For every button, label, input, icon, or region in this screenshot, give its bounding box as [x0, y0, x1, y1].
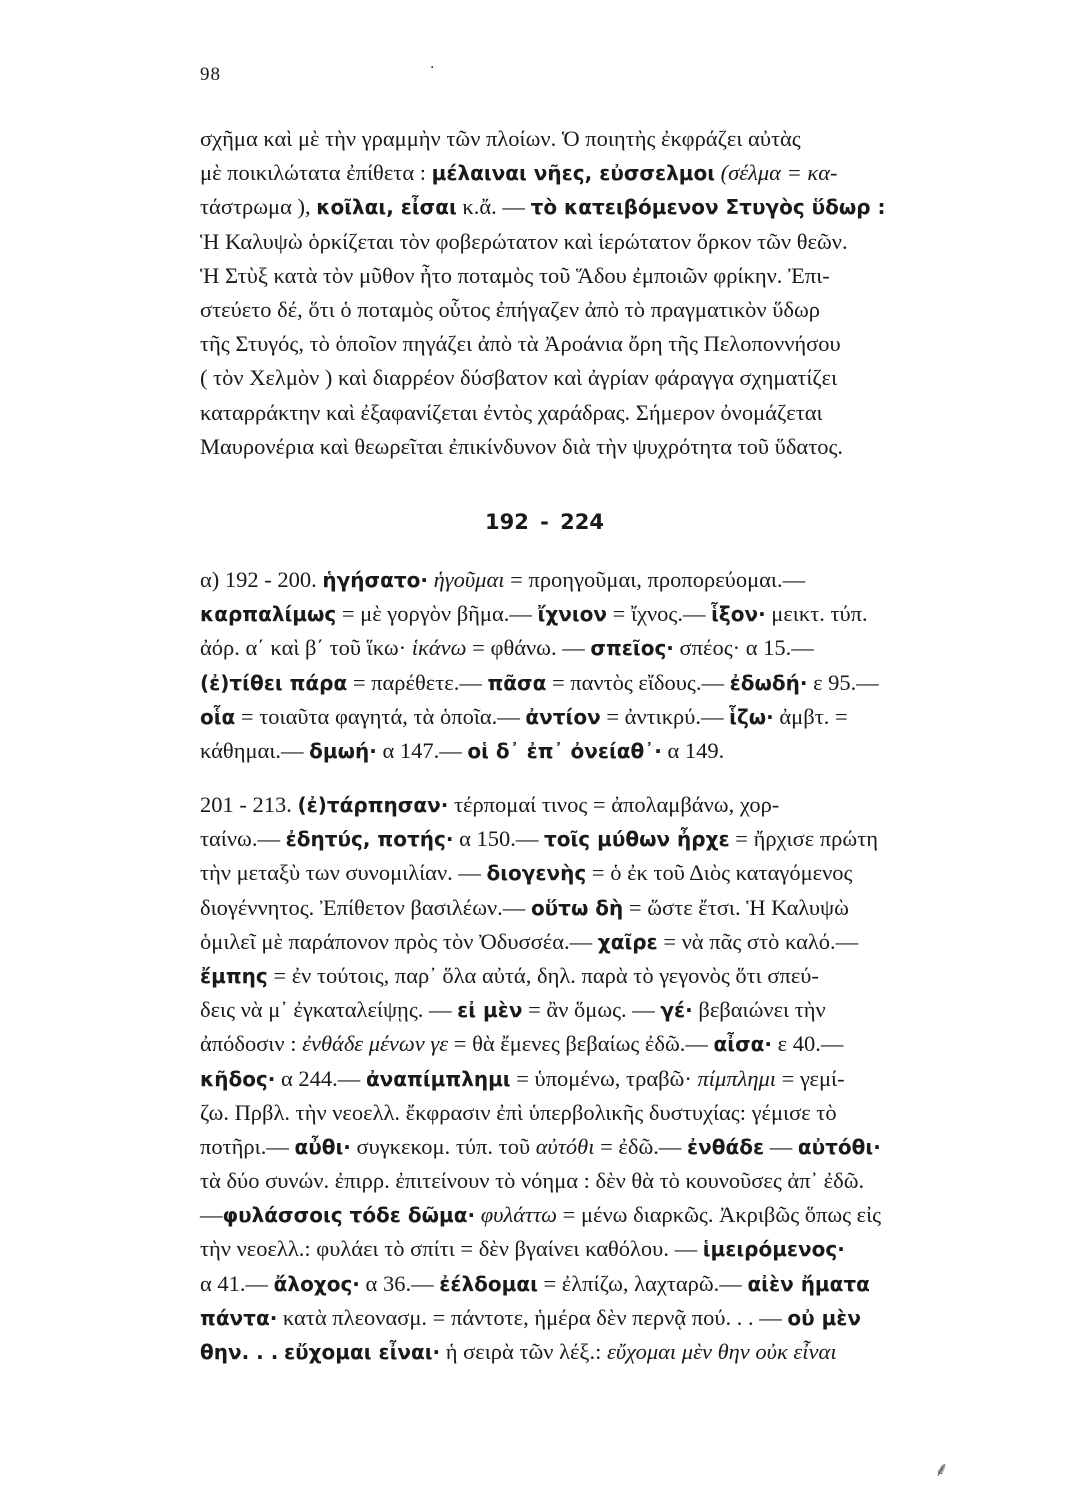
- term: αἰὲν ἤματα: [747, 1271, 870, 1296]
- term: πάντα·: [200, 1305, 278, 1330]
- text: τὰ δύο συνών. ἐπιρρ. ἐπιτείνουν τὸ νόημα : δὲν θὰ τὸ κουνοῦσες ἀπ᾽ ἐδῶ.: [200, 1168, 865, 1194]
- ink-mark: ⸙: [934, 1457, 949, 1481]
- text: = ἐδῶ.—: [600, 1133, 682, 1159]
- term: ἐδωδή·: [729, 670, 808, 695]
- text-line: [200, 156, 1058, 190]
- term: ἐδητύς, ποτής·: [285, 827, 454, 852]
- text-line: [200, 891, 1058, 925]
- text-line: [200, 700, 1058, 734]
- text-line: [200, 666, 1058, 700]
- term: ἐέλδομαι: [439, 1271, 538, 1296]
- term: ἐνθάδε: [687, 1134, 765, 1159]
- text-line: [200, 1267, 1058, 1301]
- text-line: [200, 822, 1058, 856]
- text-line: [200, 1096, 1058, 1130]
- text: (σέλμα = κα-: [720, 160, 838, 186]
- text: μὲ ποικιλώτατα ἐπίθετα :: [200, 160, 426, 186]
- text: α 147.—: [382, 737, 462, 763]
- text-line: [200, 259, 1058, 293]
- term: εὔχομαι εἶναι·: [283, 1340, 441, 1364]
- intro-paragraph: [200, 122, 1058, 464]
- text: βεβαιώνει τὴν: [698, 997, 826, 1023]
- text: ε 95.—: [813, 669, 879, 695]
- text: αὐτόθι: [535, 1133, 595, 1159]
- text: = τοιαῦτα φαγητά, τὰ ὁποῖα.—: [240, 703, 520, 729]
- text: δεις νὰ μ᾽ ἐγκαταλείψῃς. —: [200, 997, 452, 1023]
- term: οἱ δ᾽ ἐπ᾽ ὀνείαθ᾽·: [467, 738, 662, 763]
- text: = ἐλπίζω, λαχταρῶ.—: [543, 1270, 742, 1296]
- text: ἀόρ. α΄ καὶ β΄ τοῦ ἵκω·: [200, 635, 407, 661]
- text: = θὰ ἔμενες βεβαίως ἐδῶ.—: [453, 1031, 708, 1057]
- text: = παρέθετε.—: [352, 669, 482, 695]
- text: εὔχομαι μὲν θην οὐκ εἶναι: [606, 1339, 837, 1364]
- term: ἔμπης: [200, 963, 268, 988]
- text: 201 - 213.: [200, 792, 292, 817]
- commentary-section-192-200: [200, 563, 1058, 768]
- text: = γεμί-: [781, 1065, 845, 1091]
- text: καταρράκτην καὶ ἐξαφανίζεται ἐντὸς χαράδρας. Σήμερον ὀνομάζεται: [200, 399, 823, 425]
- text: ζω. Πρβλ. τὴν νεοελλ. ἔκφρασιν ἐπὶ ὑπερβολικῆς δυστυχίας: γέμισε τὸ: [200, 1099, 837, 1125]
- term: ἄλοχος·: [273, 1271, 360, 1296]
- term: αὐτόθι·: [797, 1134, 881, 1159]
- term: εἰ μὲν: [457, 998, 523, 1023]
- text: = ὑπομένω, τραβῶ·: [516, 1065, 692, 1091]
- text-line: [200, 631, 1058, 665]
- text: Ἡ Καλυψὼ ὁρκίζεται τὸν φοβερώτατον καὶ ἱερώτατον ὅρκον τῶν θεῶν.: [200, 228, 848, 254]
- text-line: [200, 1130, 1058, 1164]
- text: = μένω διαρκῶς. Ἀκριβῶς ὅπως εἰς: [562, 1202, 882, 1228]
- term: ἡγήσατο·: [322, 568, 428, 592]
- text: = ἐν τούτοις, παρ᾽ ὅλα αὐτά, δηλ. παρὰ τὸ γεγονὸς ὅτι σπεύ-: [273, 962, 819, 988]
- term: ἷζω·: [729, 704, 774, 729]
- text: κ.ἄ. —: [462, 194, 525, 220]
- text-line: [200, 190, 1058, 224]
- term: πᾶσα: [487, 670, 547, 695]
- term: ἱμειρόμενος·: [702, 1237, 845, 1262]
- commentary-section-201-213: [200, 788, 1058, 1369]
- text-line: [200, 430, 1058, 464]
- text-line: [200, 734, 1058, 768]
- text: α 149.: [667, 737, 725, 763]
- term: ἴχνιον: [537, 602, 608, 627]
- text: συγκεκομ. τύπ. τοῦ: [356, 1133, 531, 1159]
- text-line: [200, 361, 1058, 395]
- text: α 36.—: [365, 1270, 434, 1296]
- text-line: [200, 856, 1058, 890]
- term: διογενὴς: [486, 861, 587, 886]
- text: διογέννητος. Ἐπίθετον βασιλέων.—: [200, 894, 526, 920]
- text-line: [200, 1027, 1058, 1061]
- text-line: [200, 993, 1058, 1027]
- text: ἀπόδοσιν :: [200, 1031, 297, 1057]
- text: ( τὸν Χελμὸν ) καὶ διαρρέον δύσβατον καὶ ἀγρίαν φάραγγα σχηματίζει: [200, 365, 838, 391]
- text: ἱκάνω: [411, 635, 467, 661]
- text-line: [200, 1062, 1058, 1096]
- term: τὸ κατειβόμενον Στυγὸς ὕδωρ :: [530, 195, 886, 220]
- text: = προηγοῦμαι, προπορεύομαι.—: [510, 567, 806, 592]
- text: τῆς Στυγός, τὸ ὁποῖον πηγάζει ἀπὸ τὰ Ἀροάνια ὄρη τῆς Πελοποννήσου: [200, 331, 841, 357]
- term: οὐ μὲν: [787, 1305, 862, 1330]
- text: = ἀντικρύ.—: [606, 703, 724, 729]
- text-line: [200, 959, 1058, 993]
- text: τὴν μεταξὺ των συνομιλίαν. —: [200, 860, 481, 886]
- text: φυλάττω: [480, 1202, 558, 1228]
- term: (ἐ)τίθει πάρα: [200, 670, 348, 695]
- text: ἀμβτ. =: [779, 703, 848, 729]
- text: ε 40.—: [777, 1031, 844, 1057]
- text: κατὰ πλεονασμ. = πάντοτε, ἡμέρα δὲν περνᾷ πού. . . —: [282, 1304, 782, 1330]
- term: φυλάσσοις τόδε δῶμα·: [222, 1203, 476, 1228]
- text: στεύετο δέ, ὅτι ὁ ποταμὸς οὗτος ἐπήγαζεν ἀπὸ τὸ πραγματικὸν ὕδωρ: [200, 296, 821, 322]
- text-line: [200, 293, 1058, 327]
- text: —: [769, 1133, 793, 1159]
- text-line: [200, 327, 1058, 361]
- text-line: [200, 1335, 1058, 1369]
- section-heading: 192 - 224: [484, 510, 604, 534]
- text-line: [200, 1301, 1058, 1335]
- text: ἡ σειρὰ τῶν λέξ.:: [445, 1339, 602, 1364]
- text: —: [200, 1202, 223, 1228]
- text: = ἂν ὅμως. —: [528, 997, 655, 1023]
- text-line: [200, 396, 1058, 430]
- text: = ὁ ἐκ τοῦ Διὸς καταγόμενος: [591, 860, 853, 886]
- term: χαῖρε: [597, 929, 658, 954]
- text: Ἡ Στὺξ κατὰ τὸν μῦθον ἦτο ποταμὸς τοῦ Ἅδου ἐμποιῶν φρίκην. Ἐπι-: [200, 262, 830, 288]
- text: = φθάνω. —: [472, 635, 585, 661]
- text: σχῆμα καὶ μὲ τὴν γραμμὴν τῶν πλοίων. Ὁ ποιητὴς ἐκφράζει αὐτὰς: [200, 126, 801, 151]
- text: τέρπομαί τινος = ἀπολαμβάνω, χορ-: [453, 792, 780, 817]
- term: δμωή·: [309, 738, 377, 763]
- term: οἷα: [200, 704, 236, 729]
- text: = παντὸς εἴδους.—: [551, 669, 724, 695]
- text-line: [200, 597, 1058, 631]
- text: ὁμιλεῖ μὲ παράπονον πρὸς τὸν Ὀδυσσέα.—: [200, 928, 593, 954]
- text: πίμπλημι: [697, 1065, 777, 1091]
- term: γέ·: [660, 998, 693, 1023]
- text-line: [200, 1232, 1058, 1266]
- text: τάστρωμα ),: [200, 194, 311, 220]
- speck: ·: [430, 60, 435, 76]
- term: καρπαλίμως: [200, 602, 337, 627]
- text-line: [200, 563, 1058, 597]
- term: τοῖς μύθων ἦρχε: [543, 827, 730, 852]
- text: = ὥστε ἔτσι. Ἡ Καλυψὼ: [628, 894, 849, 920]
- term: κοῖλαι, εἶσαι: [316, 195, 457, 220]
- term: κῆδος·: [200, 1066, 276, 1091]
- text: ποτῆρι.—: [200, 1133, 289, 1159]
- text: = ἤρχισε πρώτη: [735, 826, 879, 852]
- text: κάθημαι.—: [200, 737, 304, 763]
- text-line: [200, 1198, 1058, 1232]
- term: σπεῖος·: [590, 636, 674, 661]
- term: ἷξον·: [711, 602, 766, 627]
- text: ἐνθάδε μένων γε: [302, 1031, 449, 1057]
- text: α 41.—: [200, 1270, 269, 1296]
- term: αὖθι·: [294, 1134, 351, 1159]
- term: ἀντίον: [525, 704, 601, 729]
- term: οὕτω δὴ: [530, 895, 624, 920]
- text-line: [200, 1164, 1058, 1198]
- text: τὴν νεοελλ.: φυλάει τὸ σπίτι = δὲν βγαίνει καθόλου. —: [200, 1236, 698, 1262]
- text-line: [200, 788, 1058, 822]
- text-line: [200, 225, 1058, 259]
- text: Μαυρονέρια καὶ θεωρεῖται ἐπικίνδυνον διὰ τὴν ψυχρότητα τοῦ ὕδατος.: [200, 433, 844, 459]
- term: ἀναπίμπλημι: [365, 1066, 511, 1091]
- term: θην. . .: [200, 1340, 279, 1364]
- page-number: 98: [200, 64, 221, 85]
- text: α 244.—: [281, 1065, 361, 1091]
- text-line: [200, 925, 1058, 959]
- text: μεικτ. τύπ.: [771, 601, 868, 627]
- text: α 150.—: [459, 826, 539, 852]
- text: ἡγοῦμαι: [433, 567, 505, 592]
- text: ταίνω.—: [200, 826, 280, 852]
- term: αἶσα·: [713, 1032, 772, 1057]
- text: = ἴχνος.—: [612, 601, 706, 627]
- term: μέλαιναι νῆες, εὐσσελμοι: [431, 161, 716, 186]
- term: (ἐ)τάρπησαν·: [297, 793, 449, 817]
- text-line: [200, 122, 1058, 156]
- text: α) 192 - 200.: [200, 567, 317, 592]
- text: = μὲ γοργὸν βῆμα.—: [341, 601, 532, 627]
- text: σπέος· α 15.—: [679, 635, 814, 661]
- text: = νὰ πᾶς στὸ καλό.—: [663, 928, 859, 954]
